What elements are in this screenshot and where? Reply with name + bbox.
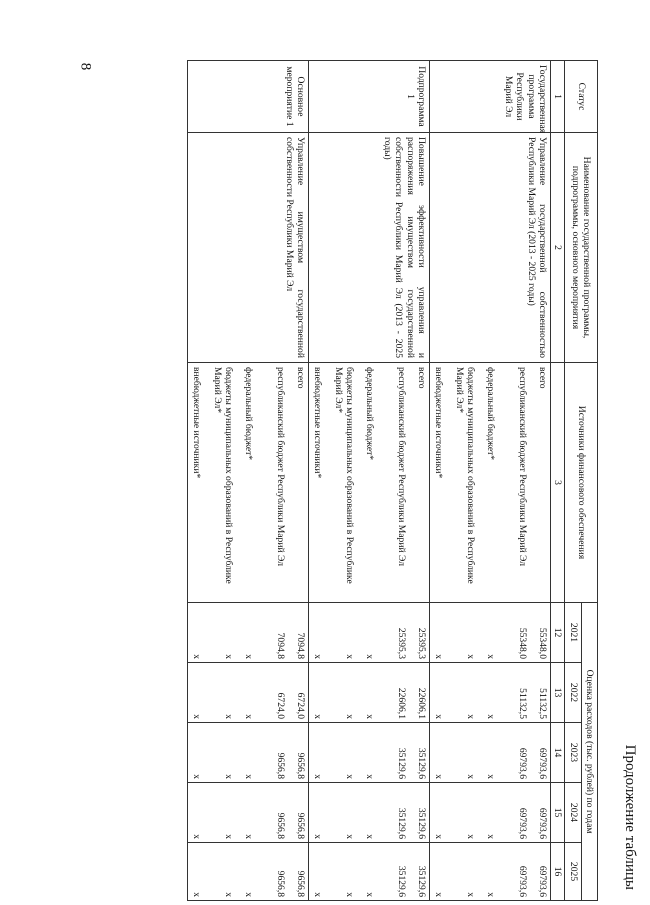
value: x — [344, 714, 356, 719]
value: 35129,6 — [396, 865, 408, 898]
value: 6724,0 — [275, 692, 287, 719]
column-number: 2 — [551, 133, 565, 363]
value: x — [344, 654, 356, 659]
value: 69793,6 — [517, 865, 529, 898]
column-number: 14 — [551, 723, 565, 783]
value: x — [223, 892, 235, 898]
value: 69793,6 — [537, 807, 549, 839]
value: 25395,3 — [396, 627, 408, 659]
value: x — [191, 774, 203, 779]
column-number: 13 — [551, 663, 565, 723]
source-label: бюджеты муниципальных образований в Республике Марий Эл* — [211, 367, 235, 584]
source-label: республиканский бюджет Республики Марий Эл — [517, 367, 529, 566]
value: x — [243, 892, 255, 898]
value: x — [485, 654, 497, 659]
year-values-cell — [430, 663, 551, 723]
value: x — [223, 714, 235, 719]
source-label: бюджеты муниципальных образований в Республике Марий Эл* — [332, 367, 356, 584]
value: x — [223, 654, 235, 659]
year-values-cell — [309, 843, 430, 901]
value: 55348,0 — [537, 627, 549, 659]
year-values-cell — [188, 723, 309, 783]
value: x — [191, 834, 203, 839]
source-label: республиканский бюджет Республики Марий Эл — [275, 367, 287, 566]
value: x — [223, 834, 235, 839]
value: x — [485, 834, 497, 839]
header-status: Статус — [565, 61, 598, 133]
value: x — [344, 774, 356, 779]
header-year: 2025 — [565, 843, 581, 901]
status-cell: Подпрограмма 1 — [309, 61, 430, 133]
source-label: всего — [537, 367, 549, 389]
rotated-page — [90, 60, 650, 900]
sources-cell — [430, 363, 551, 603]
year-values-cell — [430, 723, 551, 783]
column-number: 1 — [551, 61, 565, 133]
column-number-row — [551, 61, 565, 901]
sources-cell — [309, 363, 430, 603]
value: x — [312, 774, 324, 779]
value: x — [312, 834, 324, 839]
program-name-cell: Повышение эффективности управления и распоряжения имуществом государственной собственности Республики Марий Эл (2013 - 2025 годы) — [309, 133, 430, 363]
column-number: 15 — [551, 783, 565, 843]
value: 22606,1 — [416, 687, 428, 719]
year-values-cell — [309, 783, 430, 843]
value: 9656,8 — [295, 752, 307, 779]
value: x — [191, 654, 203, 659]
year-values-cell — [430, 843, 551, 901]
header-year: 2024 — [565, 783, 581, 843]
source-label: всего — [295, 367, 307, 389]
value: 25395,3 — [416, 627, 428, 659]
value: 69793,6 — [517, 747, 529, 779]
header-row — [581, 61, 597, 901]
value: 7094,8 — [295, 632, 307, 659]
header-year: 2023 — [565, 723, 581, 783]
value: 35129,6 — [416, 807, 428, 839]
column-number: 16 — [551, 843, 565, 901]
value: x — [243, 714, 255, 719]
value: x — [191, 892, 203, 898]
value: 35129,6 — [396, 807, 408, 839]
value: 6724,0 — [295, 692, 307, 719]
header-year: 2021 — [565, 603, 581, 663]
value: x — [433, 654, 445, 659]
value: 7094,8 — [275, 632, 287, 659]
value: 9656,8 — [275, 870, 287, 898]
value: x — [243, 774, 255, 779]
value: x — [243, 834, 255, 839]
value: 9656,8 — [275, 752, 287, 779]
year-values-cell — [309, 723, 430, 783]
header-sources: Источники финансового обеспечения — [565, 363, 598, 603]
value: x — [433, 834, 445, 839]
year-values-cell — [309, 603, 430, 663]
year-values-cell — [188, 783, 309, 843]
value: x — [465, 774, 477, 779]
source-label: федеральный бюджет* — [243, 367, 255, 461]
value: 35129,6 — [416, 865, 428, 898]
value: x — [465, 834, 477, 839]
source-label: внебюджетные источники* — [191, 367, 203, 479]
value: 35129,6 — [396, 747, 408, 779]
column-number: 12 — [551, 603, 565, 663]
source-label: бюджеты муниципальных образований в Республике Марий Эл* — [453, 367, 477, 584]
year-values-cell — [188, 663, 309, 723]
value: x — [312, 654, 324, 659]
value: x — [485, 774, 497, 779]
value: x — [344, 892, 356, 898]
value: 69793,6 — [537, 747, 549, 779]
value: 69793,6 — [537, 865, 549, 898]
table-row — [309, 61, 430, 901]
value: x — [364, 714, 376, 719]
value: x — [191, 714, 203, 719]
page-number: 8 — [77, 62, 94, 71]
value: 51132,5 — [537, 688, 549, 719]
source-label: внебюджетные источники* — [433, 367, 445, 479]
status-cell: Основное мероприятие 1 — [188, 61, 309, 133]
value: x — [364, 774, 376, 779]
header-estimate: Оценка расходов (тыс. рублей) по годам — [581, 603, 597, 901]
header-year: 2022 — [565, 663, 581, 723]
table-row — [188, 61, 309, 901]
value: x — [433, 714, 445, 719]
value: x — [465, 654, 477, 659]
value: x — [485, 892, 497, 898]
value: x — [312, 714, 324, 719]
program-name-cell: Управление имуществом государственной собственности Республики Марий Эл — [188, 133, 309, 363]
value: 22606,1 — [396, 687, 408, 719]
source-label: федеральный бюджет* — [364, 367, 376, 461]
value: x — [364, 654, 376, 659]
source-label: всего — [416, 367, 428, 389]
value: x — [465, 892, 477, 898]
value: 69793,6 — [517, 807, 529, 839]
value: 9656,8 — [275, 812, 287, 839]
value: 51132,5 — [517, 688, 529, 719]
value: x — [223, 774, 235, 779]
value: 9656,8 — [295, 870, 307, 898]
source-label: внебюджетные источники* — [312, 367, 324, 479]
value: 55348,0 — [517, 627, 529, 659]
value: x — [485, 714, 497, 719]
program-name-cell: Управление государственной собственностью Республики Марий Эл (2013 - 2025 годы) — [430, 133, 551, 363]
sources-cell — [188, 363, 309, 603]
budget-table — [187, 60, 598, 901]
year-values-cell — [309, 663, 430, 723]
value: x — [465, 714, 477, 719]
value: x — [433, 774, 445, 779]
header-name: Наименование государственной программы, подпрограммы, основного мероприятия — [565, 133, 598, 363]
value: x — [433, 892, 445, 898]
value: x — [243, 654, 255, 659]
value: x — [344, 834, 356, 839]
column-number: 3 — [551, 363, 565, 603]
value: 35129,6 — [416, 747, 428, 779]
year-values-cell — [430, 603, 551, 663]
source-label: республиканский бюджет Республики Марий Эл — [396, 367, 408, 566]
value: x — [364, 892, 376, 898]
year-values-cell — [188, 843, 309, 901]
value: x — [312, 892, 324, 898]
value: x — [364, 834, 376, 839]
year-values-cell — [188, 603, 309, 663]
source-label: федеральный бюджет* — [485, 367, 497, 461]
value: 9656,8 — [295, 812, 307, 839]
status-cell: Государственная программа Республики Марий Эл — [430, 61, 551, 133]
continuation-heading: Продолжение таблицы — [622, 744, 638, 890]
year-values-cell — [430, 783, 551, 843]
table-row — [430, 61, 551, 901]
